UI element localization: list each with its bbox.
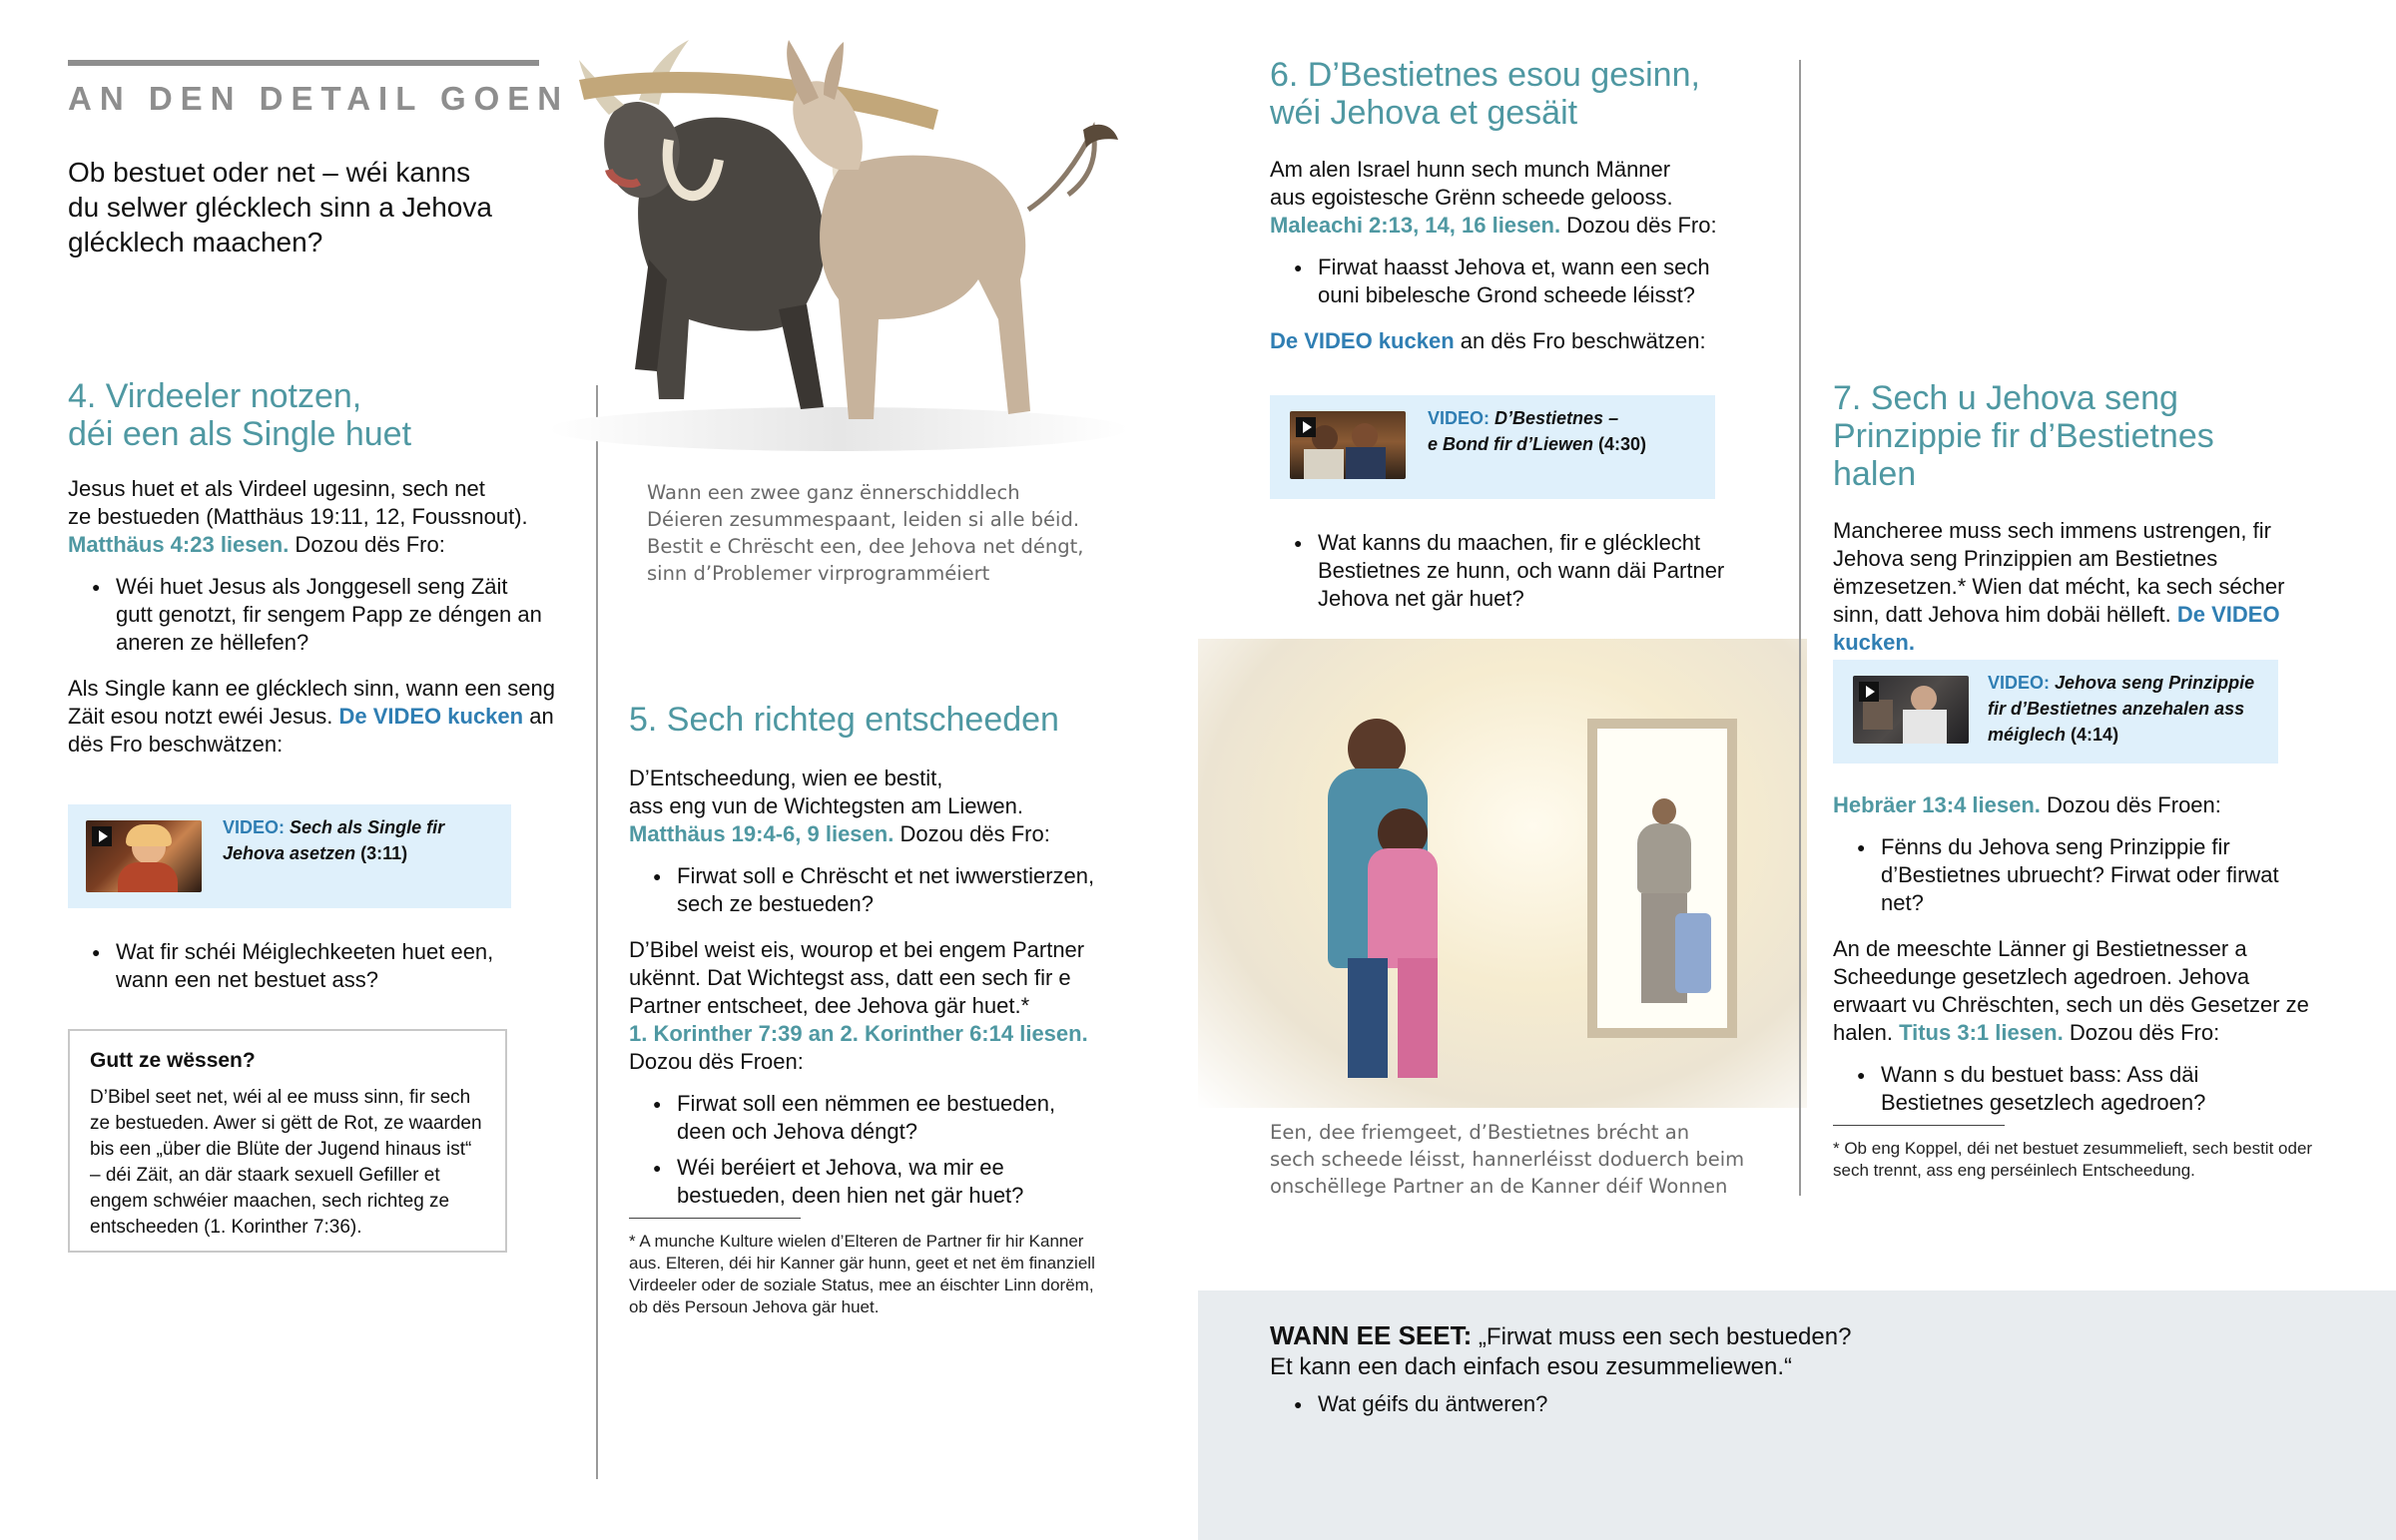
panel-quote	[1270, 1320, 2168, 1382]
video-link[interactable]: De VIDEO kucken	[1270, 328, 1455, 353]
video-title-line: Sech als Single fir	[290, 817, 445, 837]
section-7-body	[1833, 791, 2332, 1182]
video-title-line: Jehova seng Prinzippie	[2055, 673, 2255, 693]
question-list	[68, 938, 537, 1002]
video-label: VIDEO:	[223, 817, 286, 837]
kicker-rule	[68, 60, 539, 66]
question-item: ● Firwat soll e Chrëscht et net iwwerstierzen, sech ze bestueden?	[629, 862, 1098, 918]
intro-line: glécklech maachen?	[68, 227, 323, 257]
footnote: * Ob eng Koppel, déi net bestuet zesummelieft, sech bestit oder sech trennt, ass eng perséinlech Entscheedung.	[1833, 1139, 2313, 1180]
section-7	[1833, 379, 2352, 657]
video-duration: (3:11)	[360, 843, 408, 863]
question-list	[1833, 833, 2302, 917]
reading-line	[1270, 212, 1769, 240]
question-item: ● Firwat haasst Jehova et, wann een sech ouni bibelesche Grond scheede léisst?	[1270, 254, 1739, 309]
video-card-marriage-bond[interactable]	[1270, 395, 1715, 499]
scripture-link[interactable]: Titus 3:1 liesen.	[1899, 1020, 2064, 1045]
reading-prompt: Dozou dës Froen:	[2040, 792, 2221, 817]
video-thumbnail	[1290, 411, 1406, 479]
section-6-text	[1270, 156, 1769, 240]
question-list	[1270, 1390, 1969, 1426]
question-item: ● Wat fir schéi Méiglechkeeten huet een, wann een net bestuet ass?	[68, 938, 537, 994]
question-list	[629, 862, 1098, 918]
section-6-title	[1270, 56, 1769, 132]
kicker: AN DEN DETAIL GOEN	[68, 80, 570, 117]
footnote-rule	[629, 1218, 801, 1219]
caption-line: Déieren zesummespaant, leiden si alle béid.	[647, 508, 1080, 531]
info-box-title: Gutt ze wëssen?	[90, 1049, 256, 1072]
text-line: Jesus huet et als Virdeel ugesinn, sech net	[68, 476, 485, 501]
text-span: Als Single kann ee glécklech sinn, wann een seng Zäit esou notzt ewéi Jesus.	[68, 676, 555, 729]
scripture-link[interactable]: Matthäus 4:23 liesen.	[68, 532, 290, 557]
video-title	[1428, 405, 1646, 457]
panel-lead: WANN EE SEET:	[1270, 1320, 1473, 1350]
video-title-line: fir d’Bestietnes anzehalen ass	[1988, 699, 2245, 719]
section-4-title	[68, 377, 567, 453]
text-span: Mancheree muss sech immens ustrengen, fir Jehova seng Prinzippien am Bestietnes ëmzesetzen.* Wien dat mécht, ka sech sécher sinn, datt Jehova him dobäi hëlleft.	[1833, 518, 2285, 627]
video-title-line: e Bond fir d’Liewen	[1428, 434, 1594, 454]
video-thumbnail	[1853, 676, 1969, 744]
video-link[interactable]: De VIDEO kucken.	[1833, 602, 2280, 655]
section-4	[68, 377, 567, 759]
intro-question	[68, 155, 547, 259]
video-title	[1988, 670, 2277, 748]
conversation-panel	[1198, 1290, 2396, 1540]
section-5-text	[629, 765, 1108, 848]
play-icon	[92, 826, 112, 846]
video-title	[223, 814, 444, 866]
question-list	[1270, 529, 1759, 621]
section-7-text-2	[1833, 935, 2312, 1047]
family-illustration	[1198, 639, 1807, 1108]
caption-line: Wann een zwee ganz ënnerschiddlech	[647, 481, 1020, 504]
video-title-line: méiglech	[1988, 725, 2067, 745]
text-line: Am alen Israel hunn sech munch Männer	[1270, 157, 1671, 182]
text-line: ze bestueden (Matthäus 19:11, 12, Foussnout).	[68, 504, 528, 529]
info-box-text: D’Bibel seet net, wéi al ee muss sinn, fir sech ze bestueden. Awer si gëtt de Rot, ze waarden bis een „über die Blüte der Jugend hinaus ist“ – déi Zäit, an där staark sexuell Gefiller et engem schwéier maachen, sech richteg ze entscheeden (1. Korinther 7:36).	[90, 1087, 482, 1238]
column-divider	[1799, 60, 1801, 1196]
video-label: VIDEO:	[1428, 408, 1491, 428]
title-line: Prinzippie fir d’Bestietnes	[1833, 417, 2214, 455]
question-item: ● Wat kanns du maachen, fir e glécklecht Bestietnes ze hunn, och wann däi Partner Jehova net gär huet?	[1270, 529, 1759, 613]
video-title-line: Jehova asetzen	[223, 843, 356, 863]
reading-line	[68, 531, 567, 559]
question-item: ● Wann s du bestuet bass: Ass däi Bestietnes gesetzlech agedroen?	[1833, 1061, 2302, 1117]
question-item: ● Wéi huet Jesus als Jonggesell seng Zäit gutt genotzt, fir sengem Papp ze déngen an aneren ze hëllefen?	[68, 573, 547, 657]
video-label: VIDEO:	[1988, 673, 2051, 693]
illustration-caption	[1270, 1119, 1789, 1200]
intro-line: du selwer glécklech sinn a Jehova	[68, 192, 492, 223]
play-icon	[1859, 682, 1879, 702]
footnote-rule	[1833, 1125, 2005, 1126]
question-item: ● Firwat soll een nëmmen ee bestueden, deen och Jehova déngt?	[629, 1090, 1098, 1146]
panel-quote-line: Et kann een dach einfach esou zesummeliewen.“	[1270, 1353, 1792, 1380]
section-5-text-2: D’Bibel weist eis, wourop et bei engem Partner ukënnt. Dat Wichtegst ass, datt een sech fir e Partner entscheet, dee Jehova gär huet.*	[629, 937, 1085, 1018]
scripture-link[interactable]: Maleachi 2:13, 14, 16 liesen.	[1270, 213, 1561, 238]
caption-line: sinn d’Problemer virprogramméiert	[647, 562, 990, 585]
reading-prompt: Dozou dës Froen:	[629, 1049, 804, 1074]
section-7-title	[1833, 379, 2352, 493]
reading-line	[629, 820, 1108, 848]
scripture-link[interactable]: Matthäus 19:4-6, 9 liesen.	[629, 821, 895, 846]
scripture-link[interactable]: Hebräer 13:4 liesen.	[1833, 792, 2041, 817]
title-line: 7. Sech u Jehova seng	[1833, 379, 2178, 417]
title-line: wéi Jehova et gesäit	[1270, 94, 1578, 132]
section-6	[1270, 56, 1769, 355]
info-box	[68, 1029, 507, 1253]
play-icon	[1296, 417, 1316, 437]
text-line: aus egoistesche Grënn scheede gelooss.	[1270, 185, 1673, 210]
question-list	[1270, 254, 1739, 309]
question-item: ● Wat géifs du äntweren?	[1270, 1390, 1969, 1418]
text-span: An de meeschte Länner gi Bestietnesser a Scheedunge gesetzlech agedroen. Jehova erwaart vu Chrëschten, sech un dës Gesetzer ze halen.	[1833, 936, 2309, 1045]
video-prompt	[1270, 327, 1769, 355]
title-line: halen	[1833, 455, 1917, 493]
caption-line: onschëllege Partner an de Kanner déif Wonnen	[1270, 1175, 1728, 1198]
title-line: déi een als Single huet	[68, 415, 412, 453]
reading-prompt: Dozou dës Fro:	[2063, 1020, 2220, 1045]
panel-quote-line: „Firwat muss een sech bestueden?	[1472, 1323, 1852, 1350]
question-list	[1833, 1061, 2302, 1117]
question-item: ● Fënns du Jehova seng Prinzippie fir d’Bestietnes ubruecht? Firwat oder firwat net?	[1833, 833, 2302, 917]
video-link[interactable]: De VIDEO kucken	[338, 704, 524, 729]
text-span: an dës Fro beschwätzen:	[68, 704, 554, 757]
section-5-title: 5. Sech richteg entscheeden	[629, 701, 1059, 739]
column-divider	[596, 385, 598, 1479]
caption-line: Bestit e Chrëscht een, dee Jehova net déngt,	[647, 535, 1084, 558]
video-duration: (4:14)	[2071, 725, 2119, 745]
section-4-text	[68, 475, 567, 559]
reading-prompt: Dozou dës Fro:	[1560, 213, 1717, 238]
caption-line: sech scheede léisst, hannerléisst doduerch beim	[1270, 1148, 1745, 1171]
text-line: ass eng vun de Wichtegsten am Liewen.	[629, 793, 1024, 818]
question-item: ● Wéi beréiert et Jehova, wa mir ee bestueden, deen hien net gär huet?	[629, 1154, 1098, 1210]
reading-prompt: Dozou dës Fro:	[289, 532, 445, 557]
intro-line: Ob bestuet oder net – wéi kanns	[68, 157, 471, 188]
section-7-text	[1833, 517, 2332, 657]
video-card-single[interactable]	[68, 804, 511, 908]
question-list	[629, 1090, 1098, 1210]
reading-prompt: Dozou dës Fro:	[894, 821, 1050, 846]
title-line: 4. Virdeeler notzen,	[68, 377, 362, 415]
caption-line: Een, dee friemgeet, d’Bestietnes brécht an	[1270, 1121, 1690, 1144]
scripture-link[interactable]: 1. Korinther 7:39 an 2. Korinther 6:14 liesen.	[629, 1021, 1088, 1046]
text-span: an dës Fro beschwätzen:	[1454, 328, 1706, 353]
video-card-principles[interactable]	[1833, 660, 2278, 764]
illustration-caption	[647, 479, 1146, 587]
question-list	[68, 573, 547, 657]
animals-illustration	[539, 20, 1178, 459]
text-line: D’Entscheedung, wien ee bestit,	[629, 766, 943, 790]
footnote: * A munche Kulture wielen d’Elteren de Partner fir hir Kanner aus. Elteren, déi hir Kanner gär hunn, geet et net ëm finanziell Virdeeler oder de soziale Status, mee an éischter Linn dorëm, ob dës Persoun Jehova gär huet.	[629, 1232, 1095, 1316]
video-duration: (4:30)	[1598, 434, 1647, 454]
reading-line	[1833, 791, 2332, 819]
video-thumbnail	[86, 820, 202, 892]
section-4-text-2	[68, 675, 567, 759]
section-5	[629, 701, 1108, 1318]
title-line: 6. D’Bestietnes esou gesinn,	[1270, 56, 1700, 94]
video-title-line: D’Bestietnes –	[1495, 408, 1619, 428]
